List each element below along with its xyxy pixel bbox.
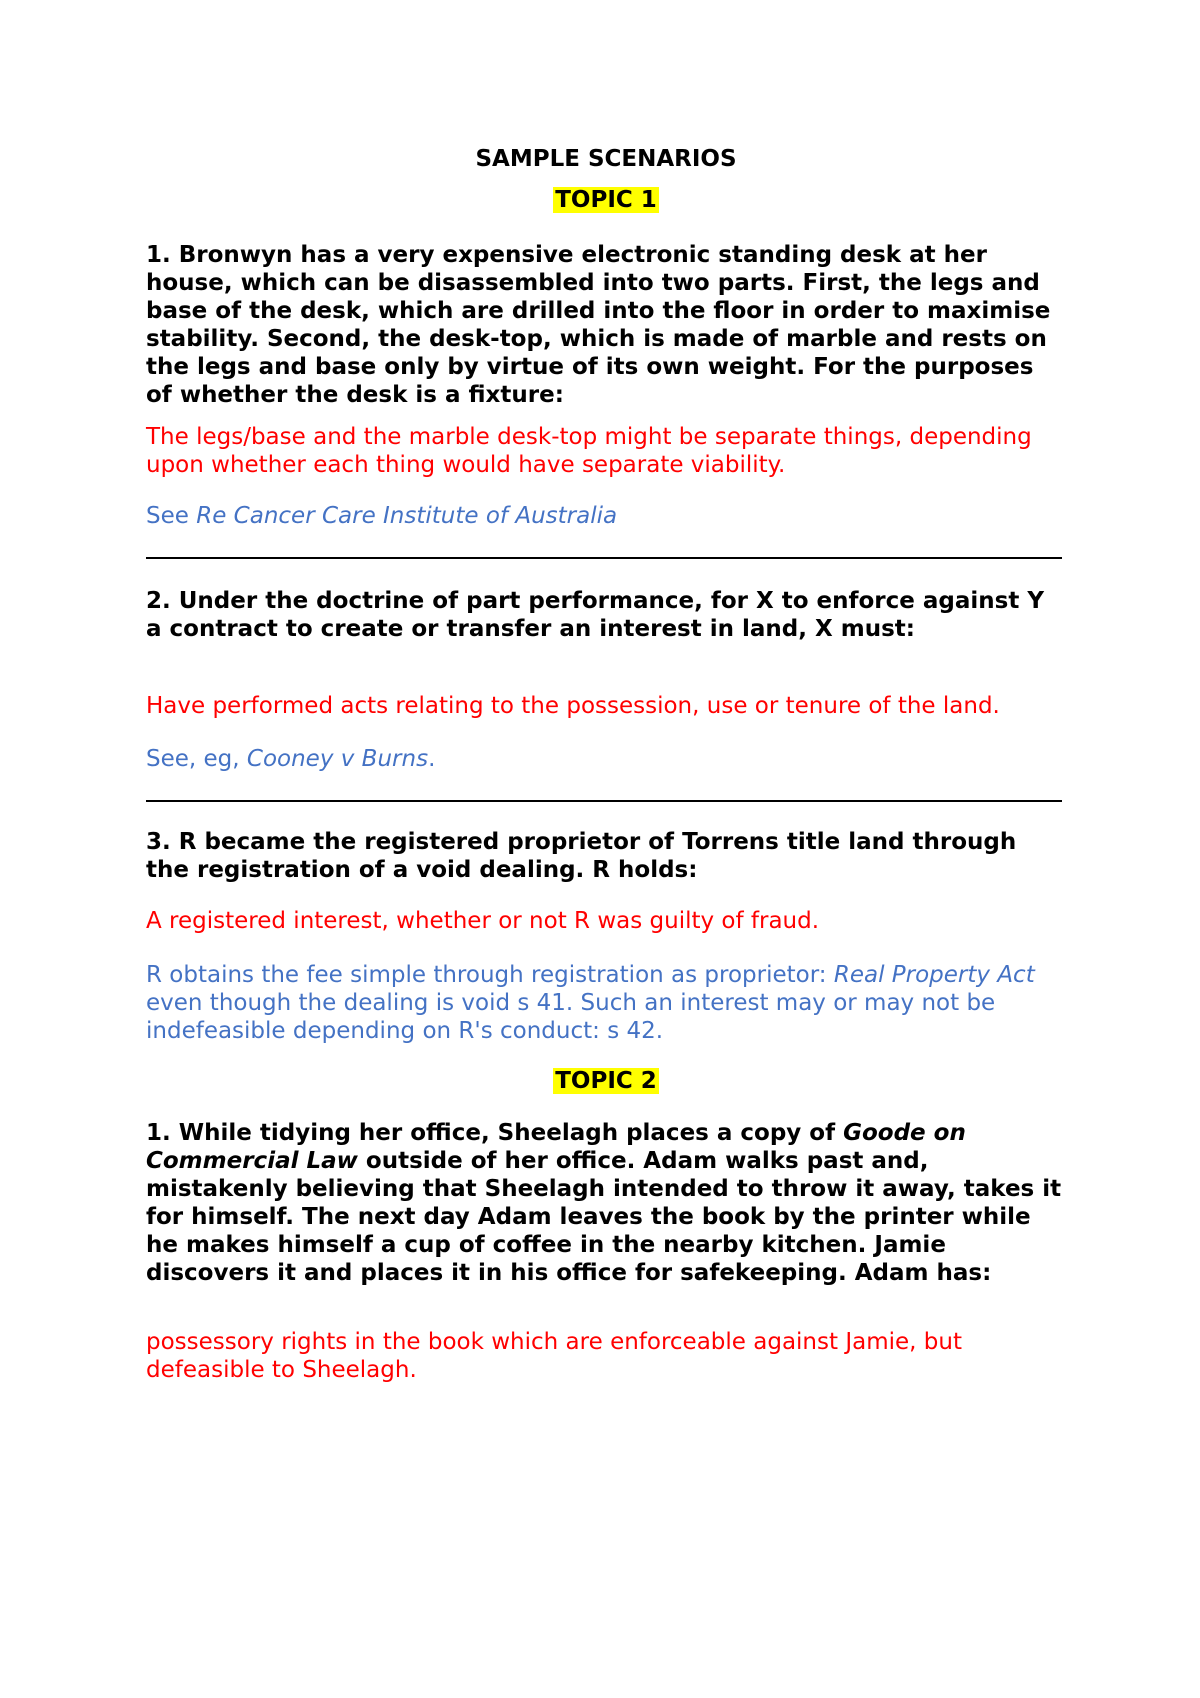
book-title: Goode on Commercial Law [146, 1120, 966, 1174]
document-title-text: SAMPLE SCENARIOS [475, 146, 737, 172]
topic-1-question-1: 1. Bronwyn has a very expensive electronic standing desk at her house, which can be disassembled into two parts. First, the legs and base of the desk, which are drilled into the floor in order to maximise stability. Second, the desk-top, which is made of marble and rests on the legs and base only by virtue of its own weight. For the purposes of whether the desk is a fixture: [146, 242, 1051, 408]
reference-suffix: . [428, 746, 436, 772]
topic-1-reference-1 [146, 502, 1066, 530]
topic-1-reference-2 [146, 745, 1066, 773]
reference-suffix: even though the dealing is void s 41. Such an interest may or may not be indefeasible depending on R's conduct: s 42. [146, 990, 996, 1044]
question-suffix: outside of her office. Adam walks past and, mistakenly believing that Sheelagh intended to throw it away, takes it for himself. The next day Adam leaves the book by the printer while he makes himself a cup of coffee in the nearby kitchen. Jamie discovers it and places it in his office for safekeeping. Adam has: [146, 1148, 1062, 1286]
document-title [146, 145, 1066, 173]
topic-1-answer-2: Have performed acts relating to the possession, use or tenure of the land. [146, 693, 1000, 719]
topic-2-heading [146, 1067, 1066, 1095]
topic-1-answer-1: The legs/base and the marble desk-top might be separate things, depending upon whether each thing would have separate viability. [146, 424, 1032, 478]
topic-1-question-2: 2. Under the doctrine of part performance, for X to enforce against Y a contract to create or transfer an interest in land, X must: [146, 588, 1044, 642]
topic-1-heading [146, 186, 1066, 214]
topic-1-question-3: 3. R became the registered proprietor of Torrens title land through the registration of a void dealing. R holds: [146, 829, 1017, 883]
reference-prefix: See [146, 503, 197, 529]
topic-2-label: TOPIC 2 [555, 1068, 657, 1094]
topic-1-answer-3: A registered interest, whether or not R was guilty of fraud. [146, 908, 820, 934]
topic-2-question-1 [146, 1119, 1066, 1287]
divider-1 [146, 557, 1062, 559]
case-name: Re Cancer Care Institute of Australia [196, 503, 618, 529]
reference-prefix: R obtains the fee simple through registration as proprietor: [146, 962, 834, 988]
topic-2-answer-1: possessory rights in the book which are enforceable against Jamie, but defeasible to Sheelagh. [146, 1329, 962, 1383]
reference-prefix: See, eg, [146, 746, 247, 772]
divider-2 [146, 800, 1062, 802]
case-name: Cooney v Burns [246, 746, 429, 772]
act-name: Real Property Act [833, 962, 1035, 988]
question-prefix: 1. While tidying her office, Sheelagh places a copy of [146, 1120, 844, 1146]
topic-1-reference-3 [146, 961, 1066, 1045]
topic-1-label: TOPIC 1 [555, 187, 657, 213]
